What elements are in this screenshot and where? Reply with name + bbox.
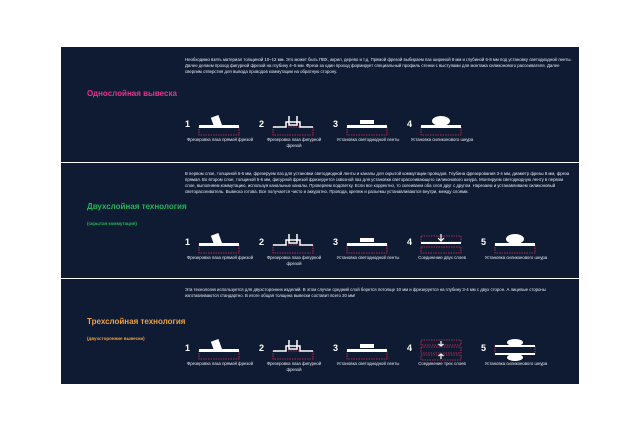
step-label: Фрезеровка паза фигурной фрезой — [266, 255, 322, 266]
step-number: 1 — [185, 119, 191, 129]
join-layers-icon — [419, 339, 463, 361]
profile-cutter-icon — [271, 233, 315, 255]
step-number: 1 — [185, 237, 191, 247]
step-number: 3 — [333, 343, 339, 353]
straight-cutter-icon — [197, 339, 241, 361]
section-description: Необходимо взять материал толщиной 10–12 мм. Это может быть ПВХ, акрил, дерево и т.д. Прямой фрезой выбираем паз шириной 8 мм и глубиной 6-8 мм под установку светодиодной ленты. Далее делаем проход фигурной фрезой на глубину 4–5 мм. Фреза за один проход формирует специальный профиль стенки с выступами для монтажа силиконового рассеивателя. Далее сверлим отверстия для вывода проводов коммутации на обратную сторону. — [185, 57, 572, 74]
step-number: 5 — [481, 237, 487, 247]
silicone-cord-icon — [419, 115, 463, 137]
step-label: Установка светодиодной ленты — [336, 255, 400, 260]
section-divider — [61, 278, 579, 279]
step-number: 2 — [259, 119, 265, 129]
section-description: Эта технология используется для двухсторонних изделий. В этом случае средний слой берется потолще 10 мм и фрезеруется на глубину 3-4 мм с двух сторон. А лицевые стороны изготавливаются стандартно. В итоге общая толщина вывески составит всего 20 мм! — [185, 287, 546, 298]
section-subtitle: (двухсторонние вывески) — [87, 336, 145, 341]
step-number: 1 — [185, 343, 191, 353]
step-number: 2 — [259, 237, 265, 247]
step-number: 5 — [481, 343, 487, 353]
profile-cutter-icon — [271, 339, 315, 361]
step-label: Установка силиконового шнура — [484, 361, 548, 366]
step-number: 4 — [407, 237, 413, 247]
step-label: Установка силиконового шнура — [484, 255, 548, 260]
step-label: Установка светодиодной ленты — [336, 361, 400, 366]
step-label: Фрезеровка паза прямой фрезой — [187, 137, 253, 142]
step-number: 4 — [407, 119, 413, 129]
section-title: Трехслойная технология — [87, 317, 186, 326]
step-label: Соединение трех слоев — [418, 361, 466, 366]
section-divider — [61, 162, 579, 163]
section-description: В первом слое, толщиной 5-6 мм, фрезеруем паз для установки светодиодной ленты и каналы для скрытой коммутации проводов. Глубина фрезерования 3-4 мм, диаметр фрезы 8 мм, фреза прямая. Во втором слое, толщиной 5-6 мм, фигурной фрезой фрезеруется сквозной паз для установки светорассеивающего силиконового шнура. Монтируем светодиодную ленту в первом слое, выполняем коммутацию, используя канальные каналы. Проверяем подсветку. Если все корректно, то склеиваем оба слоя друг с другом. Нарезаем и устанавливаем силиконовый светорассеиватель. Вывеска готова. Все получается чисто и аккуратно. Провода, крепеж и разъемы устанавливаются внутри, между слоями. — [185, 171, 570, 194]
step-number: 3 — [333, 119, 339, 129]
step-label: Фрезеровка паза фигурной фрезой — [266, 361, 322, 372]
step-label: Соединение двух слоев — [418, 255, 466, 260]
section-title: Двухслойная технология — [87, 202, 187, 211]
step-label: Фрезеровка паза прямой фрезой — [187, 361, 253, 366]
join-layers-icon — [419, 233, 463, 255]
step-label: Установка светодиодной ленты — [336, 137, 400, 142]
step-number: 2 — [259, 343, 265, 353]
led-strip-icon — [345, 233, 389, 255]
straight-cutter-icon — [197, 233, 241, 255]
led-strip-icon — [345, 339, 389, 361]
profile-cutter-icon — [271, 115, 315, 137]
info-panel — [61, 47, 579, 384]
step-label: Фрезеровка паза фигурной фрезой — [266, 137, 322, 148]
section-subtitle: (скрытая коммутация) — [87, 221, 137, 226]
silicone-cord-icon — [493, 339, 537, 361]
silicone-cord-icon — [493, 233, 537, 255]
section-title: Однослойная вывеска — [87, 89, 177, 98]
step-number: 3 — [333, 237, 339, 247]
step-label: Установка силиконового шнура — [410, 137, 474, 142]
straight-cutter-icon — [197, 115, 241, 137]
step-number: 4 — [407, 343, 413, 353]
led-strip-icon — [345, 115, 389, 137]
step-label: Фрезеровка паза прямой фрезой — [187, 255, 253, 260]
